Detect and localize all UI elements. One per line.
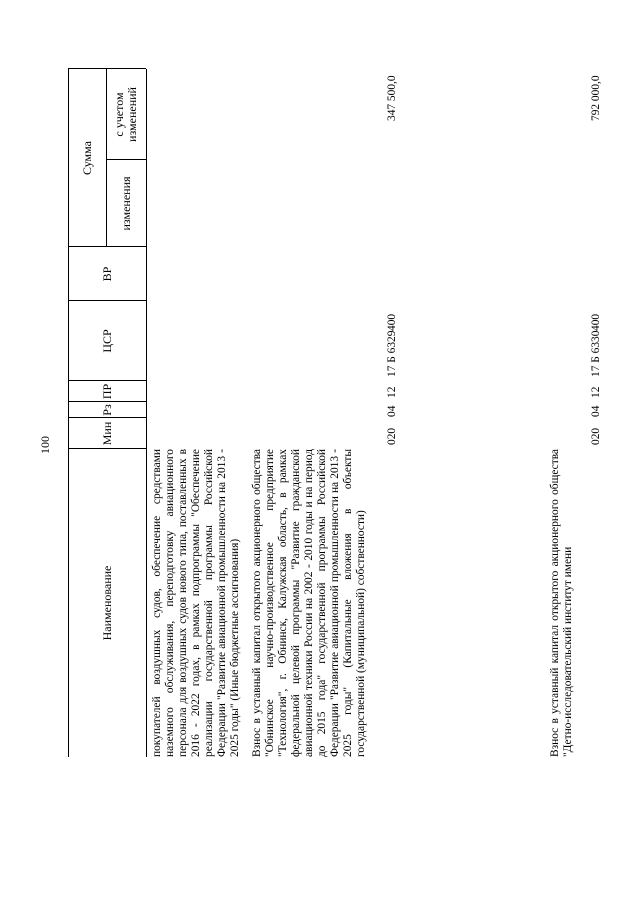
header-min: Мин bbox=[99, 421, 114, 446]
page-number: 100 bbox=[38, 436, 52, 454]
row-3-vr: 400 bbox=[590, 313, 602, 331]
row-2-csr: 17 Б 6329 bbox=[386, 330, 398, 377]
row-1-description: покупателей воздушных судов, обеспечение средствами наземного обслуживания, переподготовку авиационного персонала для воздушных судов нового типа, поставленных в 2016 - 2022 годах, в рамках подпрограммы "Обеспечение реализации государственной программы Российской Федерации "Развитие авиационной промышленности на 2013 - 2025 годы" (Иные бюджетные ассигнования) bbox=[151, 449, 241, 757]
header-change: изменения bbox=[118, 176, 133, 231]
header-with-change: с учетом изменений bbox=[112, 87, 139, 142]
header-pr: ПР bbox=[99, 383, 114, 400]
row-3-pr: 12 bbox=[590, 386, 602, 398]
row-3-description: Взнос в уставный капитал открытого акционерного общества "Детно-исследовательский институт имени bbox=[549, 449, 574, 757]
row-3-rz: 04 bbox=[590, 405, 602, 417]
row-2-pr: 12 bbox=[386, 386, 398, 398]
row-2-with-change: 347 500,0 bbox=[386, 75, 398, 121]
header-sum: Сумма bbox=[79, 141, 94, 175]
header-name: Наименование bbox=[99, 565, 114, 641]
row-3-with-change: 792 000,0 bbox=[590, 75, 602, 121]
row-2-description: Взнос в уставный капитал открытого акционерного общества "Обнинское научно-производственное предприятие "Технология", г. Обнинск, Калужская область, в рамках федеральной целевой программы "Развитие гражданской авиационной техники России на 2002 - 2010 годы и на период до 2015 года" государственной программы Российской Федерации "Развитие авиационной промышленности на 2013 - 2025 годы" (Капитальные вложения в объекты государственной (муниципальной) собственности) bbox=[251, 449, 367, 757]
row-2-rz: 04 bbox=[386, 405, 398, 417]
header-vr: ВР bbox=[99, 266, 114, 282]
row-3-min: 020 bbox=[590, 427, 602, 445]
header-bottom-border bbox=[146, 69, 147, 757]
row-3-csr: 17 Б 6330 bbox=[590, 330, 602, 377]
row-2-min: 020 bbox=[386, 427, 398, 445]
header-rz: Рз bbox=[99, 404, 114, 416]
header-csr: ЦСР bbox=[99, 329, 114, 353]
row-2-vr: 400 bbox=[386, 313, 398, 331]
